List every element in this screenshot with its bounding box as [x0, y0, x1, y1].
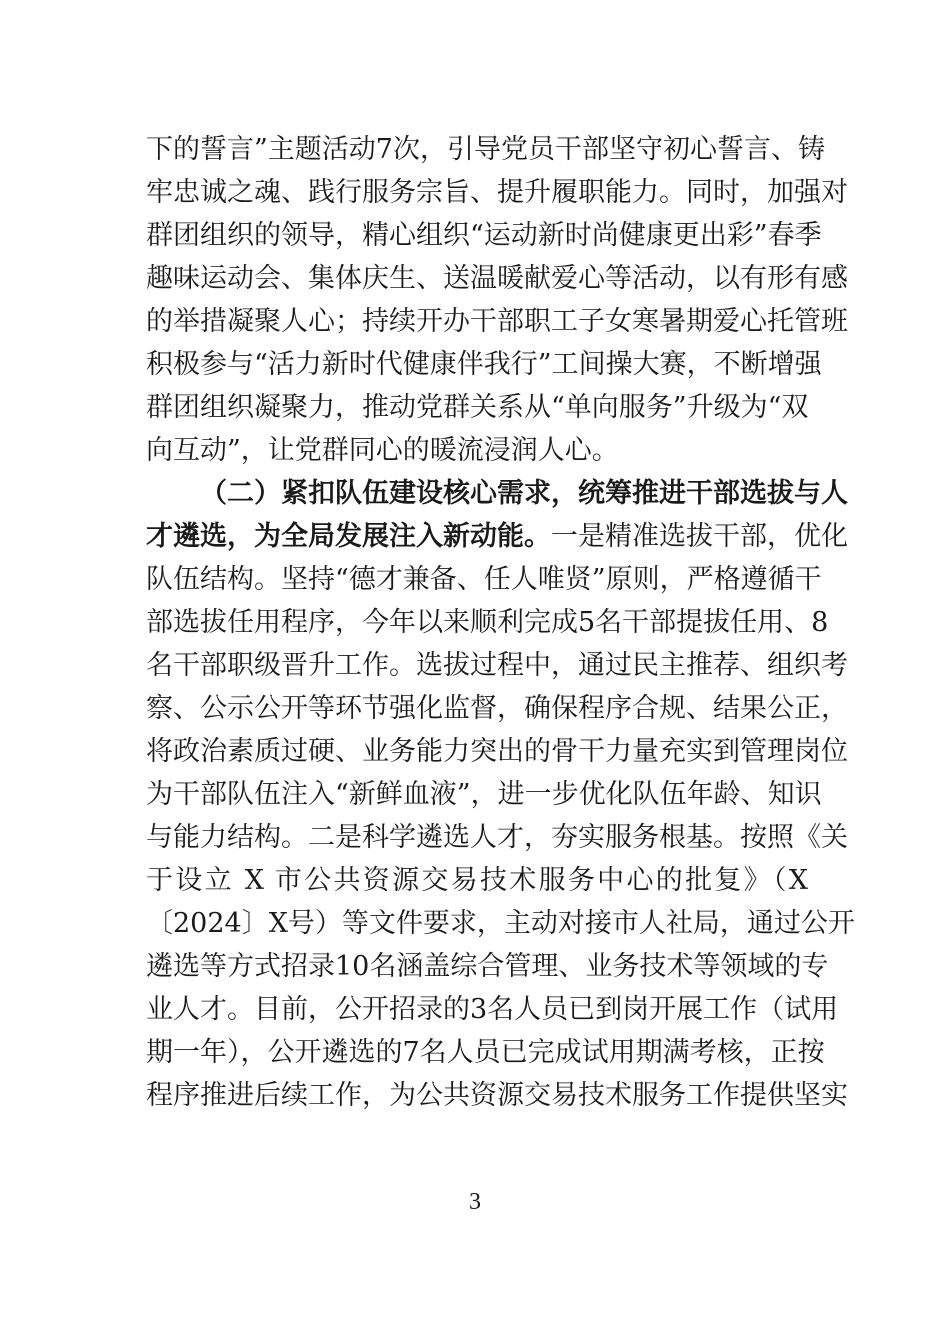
- text-line: 群团组织凝聚力，推动党群关系从“单向服务”升级为“双: [146, 392, 809, 423]
- text-line: 与能力结构。二是科学遴选人才，夯实服务根基。按照《关: [146, 822, 848, 853]
- section-heading-continued: 才遴选，为全局发展注入新动能。: [146, 521, 551, 552]
- text-line: [146, 517, 848, 557]
- text-line: 的举措凝聚人心；持续开办干部职工子女寒暑期爱心托管班: [146, 306, 848, 337]
- text-line: 向互动”，让党群同心的暖流浸润人心。: [146, 435, 619, 466]
- text-line: 遴选等方式招录10名涵盖综合管理、业务技术等领域的专: [146, 951, 829, 982]
- text-line: 部选拔任用程序，今年以来顺利完成5名干部提拔任用、8: [146, 607, 829, 638]
- text-line: 察、公示公开等环节强化监督，确保程序合规、结果公正，: [146, 693, 848, 724]
- text-line: 为干部队伍注入“新鲜血液”，进一步优化队伍年龄、知识: [146, 779, 822, 810]
- text-line: 群团组织的领导，精心组织“运动新时尚健康更出彩”春季: [146, 220, 822, 251]
- text-line: 〔2024〕X号）等文件要求，主动对接市人社局，通过公开: [146, 908, 855, 939]
- text-line: 期一年），公开遴选的7名人员已完成试用期满考核，正按: [146, 1037, 825, 1068]
- text-line: 业人才。目前，公开招录的3名人员已到岗开展工作（试用: [146, 994, 839, 1025]
- text-line: 趣味运动会、集体庆生、送温暖献爱心等活动，以有形有感: [146, 263, 848, 294]
- text-line: 名干部职级晋升工作。选拔过程中，通过民主推荐、组织考: [146, 650, 848, 681]
- text-line: 将政治素质过硬、业务能力突出的骨干力量充实到管理岗位: [146, 736, 848, 767]
- section-heading: （二）紧扣队伍建设核心需求，统筹推进干部选拔与人: [200, 478, 848, 509]
- text-line: 积极参与“活力新时代健康伴我行”工间操大赛，不断增强: [146, 349, 822, 380]
- text-run: 一是精准选拔干部，优化: [551, 521, 848, 552]
- page-number: 3: [469, 1189, 481, 1215]
- text-line: 于设立 X 市公共资源交易技术服务中心的批复》（X: [146, 865, 808, 896]
- text-line: 队伍结构。坚持“德才兼备、任人唯贤”原则，严格遵循干: [146, 564, 822, 595]
- text-line: 程序推进后续工作，为公共资源交易技术服务工作提供坚实: [146, 1080, 848, 1111]
- text-line: 下的誓言”主题活动7次，引导党员干部坚守初心誓言、铸: [146, 134, 825, 165]
- text-line: 牢忠诚之魂、践行服务宗旨、提升履职能力。同时，加强对: [146, 177, 848, 208]
